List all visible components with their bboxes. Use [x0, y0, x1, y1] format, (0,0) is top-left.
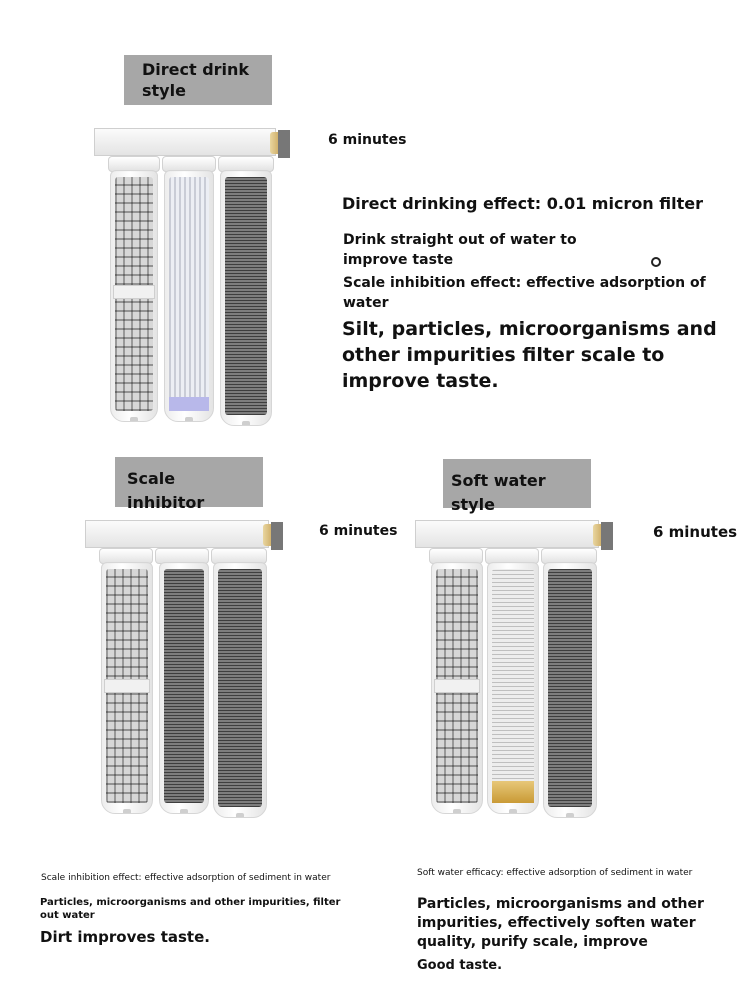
soft-water-label: [443, 459, 591, 514]
left-callout: 6 minutes: [319, 523, 398, 539]
filter-housing-carbon-2: [213, 562, 267, 818]
right-big: Particles, microorganisms and other impurities, effectively soften water quality, purify scale, improve: [417, 896, 704, 950]
filter-housing-carbon: [543, 562, 597, 818]
filter-housing-grid: [101, 562, 153, 814]
filter-housing-carbon: [220, 170, 272, 426]
mounting-rail: [415, 520, 599, 548]
mounting-rail: [94, 128, 276, 156]
soft-water-filter-image: [415, 518, 625, 823]
direct-drink-label-text: Direct drink style: [142, 60, 250, 100]
left-small2: Particles, microorganisms and other impurities, filter out water: [40, 897, 341, 921]
scale-inhibitor-label-text: Scale inhibitor: [127, 469, 205, 512]
filter-housing-pp: [164, 170, 214, 422]
top-heading: Direct drinking effect: 0.01 micron filter: [342, 194, 703, 213]
circle-icon: [651, 257, 661, 267]
right-small1: Soft water efficacy: effective adsorption of sediment in water: [417, 868, 693, 878]
top-callout: 6 minutes: [328, 132, 407, 148]
right-callout: 6 minutes: [653, 523, 738, 541]
left-small1: Scale inhibition effect: effective adsorption of sediment in water: [41, 873, 331, 883]
filter-housing-carbon-1: [159, 562, 209, 814]
direct-drink-label: [124, 55, 272, 105]
filter-housing-grid: [431, 562, 483, 814]
top-big-text: Silt, particles, microorganisms and other impurities filter scale to improve taste.: [342, 318, 717, 392]
wall-bracket: [601, 522, 613, 550]
top-line1: Drink straight out of water to improve taste: [343, 232, 577, 268]
scale-inhibitor-label: [115, 457, 263, 512]
direct-drink-filter-image: [94, 126, 294, 436]
filter-housing-grid: [110, 170, 158, 422]
soft-water-label-text: Soft water style: [451, 471, 546, 514]
top-line2: Scale inhibition effect: effective adsorption of water: [343, 275, 706, 311]
filter-housing-softener: [487, 562, 539, 814]
right-tail: Good taste.: [417, 958, 503, 973]
wall-bracket: [271, 522, 283, 550]
wall-bracket: [278, 130, 290, 158]
scale-inhibitor-filter-image: [85, 518, 295, 823]
left-big: Dirt improves taste.: [40, 928, 210, 946]
mounting-rail: [85, 520, 269, 548]
